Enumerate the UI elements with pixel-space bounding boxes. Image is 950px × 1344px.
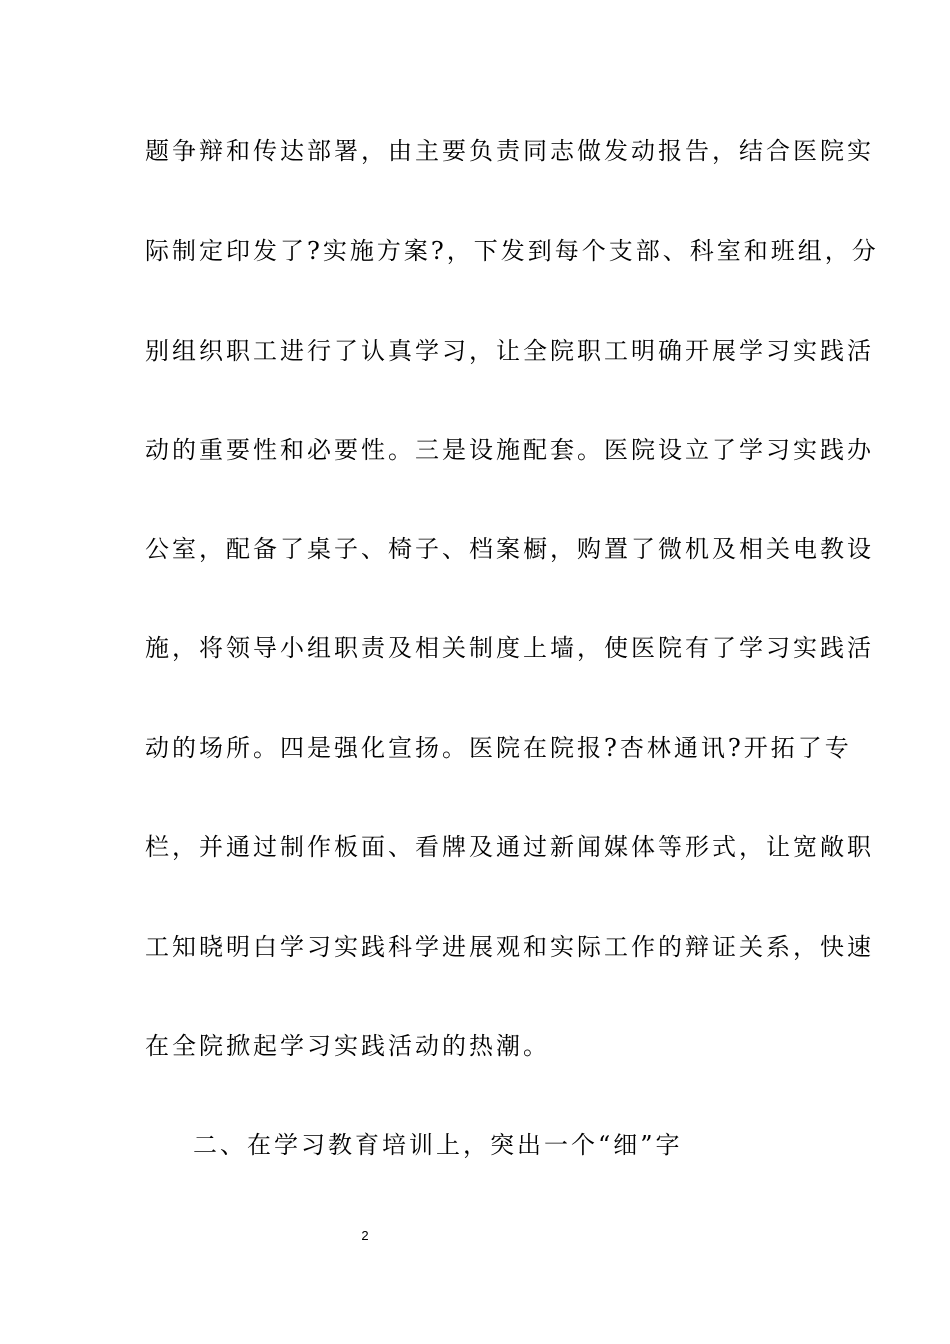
paragraph-line: 在全院掀起学习实践活动的热潮。 xyxy=(145,1032,550,1060)
paragraph-line: 题争辩和传达部署，由主要负责同志做发动报告，结合医院实 xyxy=(145,137,874,165)
paragraph-line: 际制定印发了?实施方案?，下发到每个支部、科室和班组，分 xyxy=(145,237,879,265)
section-heading: 二、在学习教育培训上，突出一个“细”字 xyxy=(193,1131,683,1159)
paragraph-line: 工知晓明白学习实践科学进展观和实际工作的辩证关系，快速 xyxy=(145,933,874,961)
paragraph-line: 公室，配备了桌子、椅子、档案橱，购置了微机及相关电教设 xyxy=(145,535,874,563)
paragraph-line: 动的场所。四是强化宣扬。医院在院报?杏林通讯?开拓了专 xyxy=(145,734,852,762)
paragraph-line: 施，将领导小组职责及相关制度上墙，使医院有了学习实践活 xyxy=(145,634,874,662)
paragraph-line: 动的重要性和必要性。三是设施配套。医院设立了学习实践办 xyxy=(145,436,874,464)
paragraph-line: 栏，并通过制作板面、看牌及通过新闻媒体等形式，让宽敞职 xyxy=(145,833,874,861)
paragraph-line: 别组织职工进行了认真学习，让全院职工明确开展学习实践活 xyxy=(145,337,874,365)
page-number: 2 xyxy=(361,1228,369,1243)
